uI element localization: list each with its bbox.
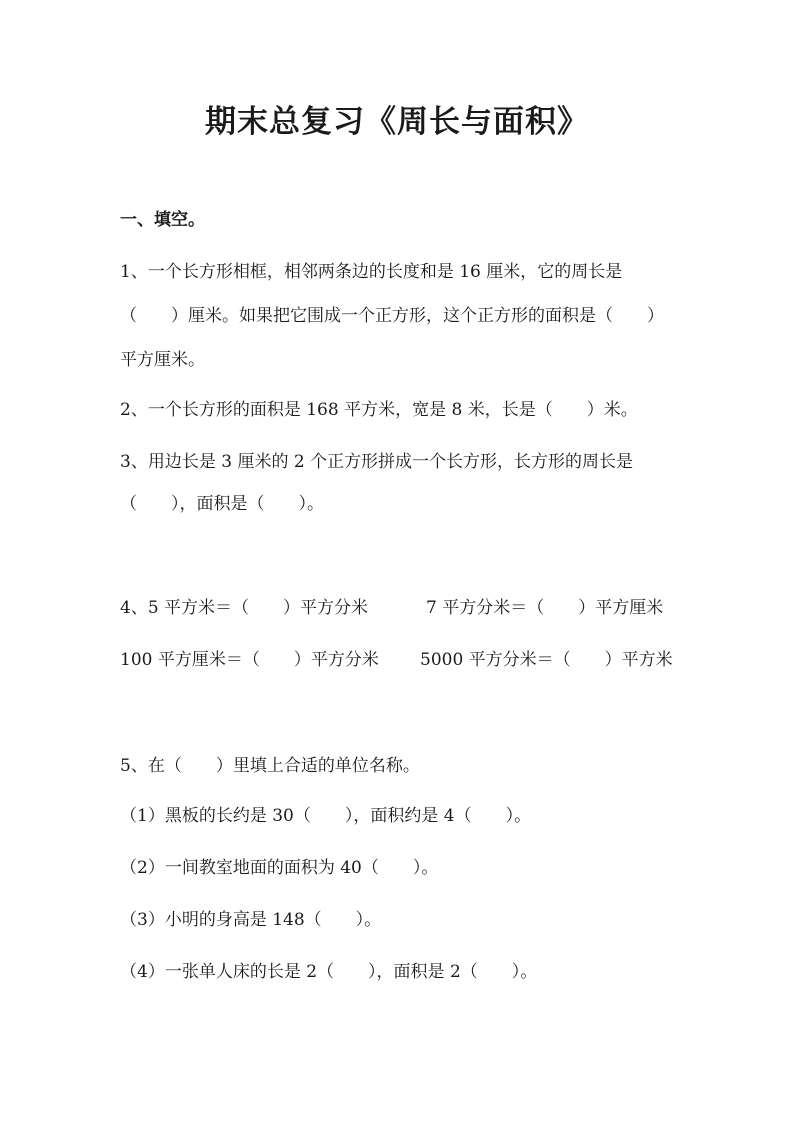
question-5-item-1: （1）黑板的长约是 30（ ），面积约是 4（ ）。 — [120, 806, 532, 826]
question-3-line-2: （ ），面积是（ ）。 — [120, 494, 324, 514]
question-4-item-a: 4、5 平方米＝（ ）平方分米 — [120, 598, 369, 618]
question-3-line-1: 3、用边长是 3 厘米的 2 个正方形拼成一个长方形，长方形的周长是 — [120, 452, 634, 472]
question-4-item-c: 100 平方厘米＝（ ）平方分米 — [120, 650, 379, 670]
question-1-line-3: 平方厘米。 — [120, 350, 205, 370]
section-heading-fill-in: 一、填空。 — [120, 210, 205, 230]
question-5-item-3: （3）小明的身高是 148（ ）。 — [120, 910, 382, 930]
question-5-item-2: （2）一间教室地面的面积为 40（ ）。 — [120, 858, 439, 878]
question-4-item-b: 7 平方分米＝（ ）平方厘米 — [426, 598, 664, 618]
page-title: 期末总复习《周长与面积》 — [205, 104, 589, 140]
question-1-line-2: （ ）厘米。如果把它围成一个正方形，这个正方形的面积是（ ） — [120, 306, 664, 326]
question-5-intro: 5、在（ ）里填上合适的单位名称。 — [120, 756, 420, 776]
question-4-item-d: 5000 平方分米＝（ ）平方米 — [420, 650, 673, 670]
question-5-item-4: （4）一张单人床的长是 2（ ），面积是 2（ ）。 — [120, 962, 538, 982]
question-2: 2、一个长方形的面积是 168 平方米，宽是 8 米，长是（ ）米。 — [120, 400, 638, 420]
question-1-line-1: 1、一个长方形相框，相邻两条边的长度和是 16 厘米，它的周长是 — [120, 262, 623, 282]
